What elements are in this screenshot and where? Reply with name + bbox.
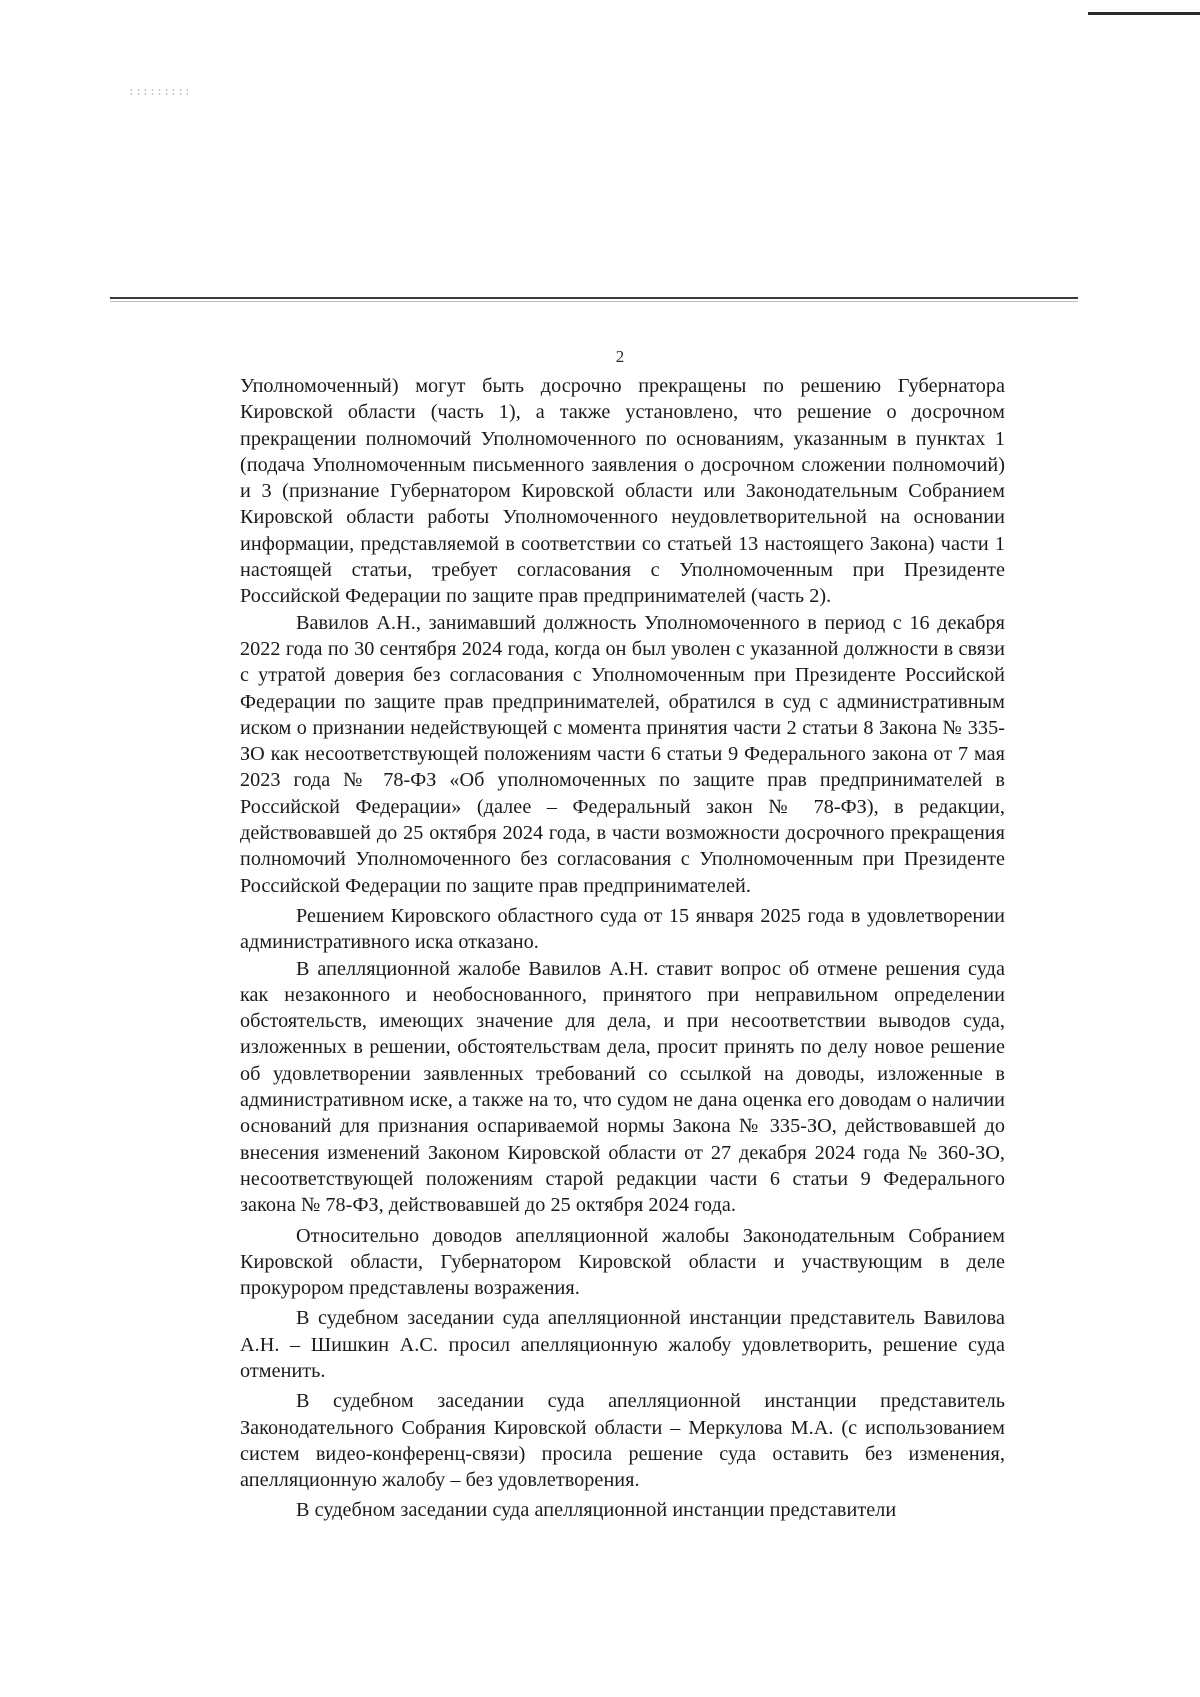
document-body [240,373,1005,1524]
scan-edge-mark [1088,12,1200,15]
page-separator-shadow [110,301,1078,302]
paragraph-appeal: В апелляционной жалобе Вавилов А.Н. ставит вопрос об отмене решения суда как незаконного и необоснованного, принятого при неправильном определении обстоятельств, имеющих значение для дела, и при несоответствии выводов суда, изложенных в решении, обстоятельствам дела, просит принять по делу новое решение об удовлетворении заявленных требований со ссылкой на доводы, изложенные в административном иске, а также на то, что судом не дана оценка его доводам о наличии оснований для признания оспариваемой нормы Закона № 335-ЗО, действовавшей до внесения изменений Законом Кировской области от 27 декабря 2024 года № 360-ЗО, несоответствующей положениям старой редакции части 6 статьи 9 Федерального закона № 78-ФЗ, действовавшей до 25 октября 2024 года. [240,957,1005,1217]
paragraph-representatives: В судебном заседании суда апелляционной инстанции представители [296,1499,897,1522]
paragraph-decision: Решением Кировского областного суда от 15 января 2025 года в удовлетворении административного иска отказано. [240,904,1005,954]
paragraph-objections: Относительно доводов апелляционной жалобы Законодательным Собранием Кировской области, Губернатором Кировской области и участвующим в деле прокурором представлены возражения. [240,1224,1005,1300]
scan-speckle [128,88,188,96]
paragraph-representative-appellant: В судебном заседании суда апелляционной инстанции представитель Вавилова А.Н. – Шишкин А.С. просил апелляционную жалобу удовлетворить, решение суда отменить. [240,1307,1005,1382]
page-number: 2 [615,347,625,366]
page-separator-line [110,297,1078,299]
paragraph-representative-assembly: В судебном заседании суда апелляционной инстанции представитель Законодательного Собрания Кировской области – Меркулова М.А. (с использованием систем видео-конференц-связи) просила решение суда оставить без изменения, апелляционную жалобу – без удовлетворения. [240,1390,1005,1492]
paragraph-continuation: Уполномоченный) могут быть досрочно прекращены по решению Губернатора Кировской области (часть 1), а также установлено, что решение о досрочном прекращении полномочий Уполномоченного по основаниям, указанным в пунктах 1 (подача Уполномоченным письменного заявления о досрочном сложении полномочий) и 3 (признание Губернатором Кировской области или Законодательным Собранием Кировской области работы Уполномоченного неудовлетворительной на основании информации, представляемой в соответствии со статьей 13 настоящего Закона) части 1 настоящей статьи, требует согласования с Уполномоченным при Президенте Российской Федерации по защите прав предпринимателей (часть 2). [240,375,1005,608]
paragraph-claim: Вавилов А.Н., занимавший должность Уполномоченного в период с 16 декабря 2022 года по 30 сентября 2024 года, когда он был уволен с указанной должности в связи с утратой доверия без согласования с Уполномоченным при Президенте Российской Федерации по защите прав предпринимателей, обратился в суд с административным иском о признании недействующей с момента принятия части 2 статьи 8 Закона № 335-ЗО как несоответствующей положениям части 6 статьи 9 Федерального закона от 7 мая 2023 года № 78-ФЗ «Об уполномоченных по защите прав предпринимателей в Российской Федерации» (далее – Федеральный закон № 78-ФЗ), в редакции, действовавшей до 25 октября 2024 года, в части возможности досрочного прекращения полномочий Уполномоченного без согласования с Уполномоченным при Президенте Российской Федерации по защите прав предпринимателей. [240,611,1005,897]
